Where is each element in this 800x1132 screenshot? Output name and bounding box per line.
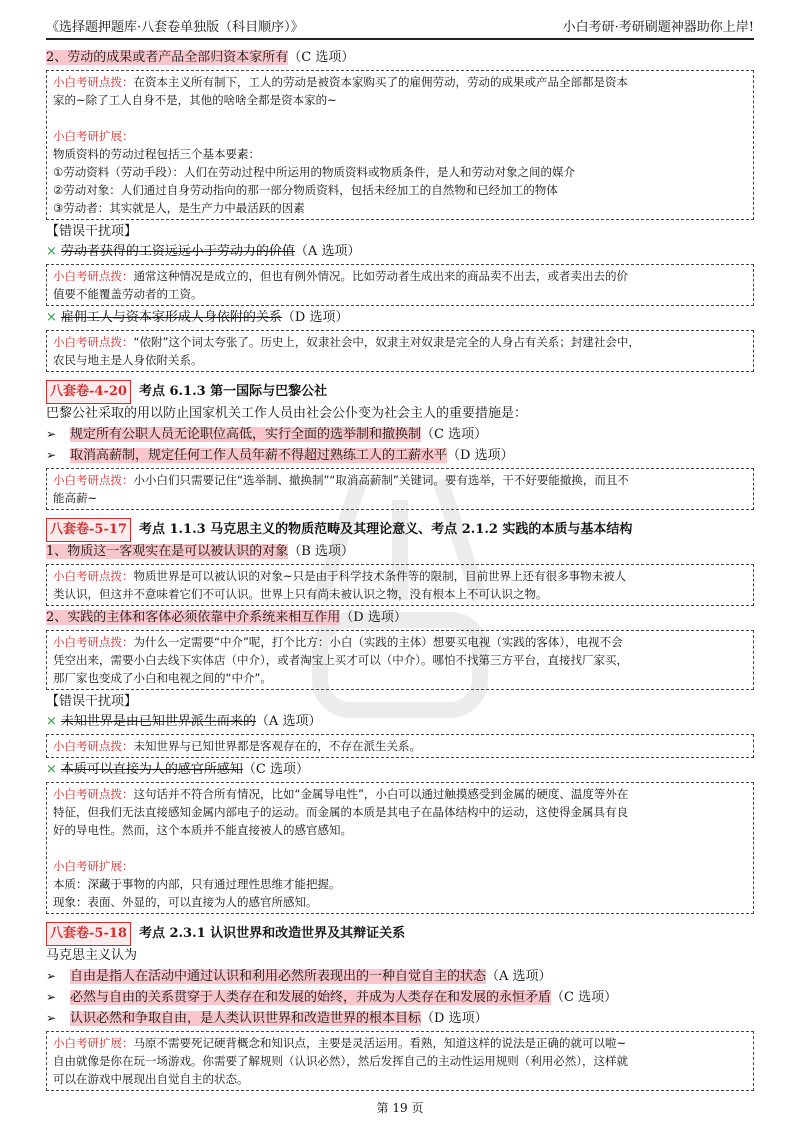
- arrow-bullet-icon: ➢: [46, 427, 57, 441]
- tip-label: 小白考研点拨：: [53, 787, 134, 801]
- option-tag: （D 选项）: [421, 1011, 488, 1026]
- correct-option-text: 1、物质这一客观实在是可以被认识的对象: [46, 544, 289, 559]
- correct-option-text: 自由是指人在活动中通过认识和利用必然所表现出的一种自觉自主的状态: [70, 969, 487, 984]
- topic-title: 考点 1.1.3 马克思主义的物质范畴及其理论意义、考点 2.1.2 实践的本质与基本结构: [138, 522, 633, 537]
- answer-item: [46, 424, 754, 445]
- tip-text: 好的导电性。然而，这个本质并不能直接被人的感官感知。: [53, 823, 352, 837]
- correct-option-text: 取消高薪制，规定任何工作人员年薪不得超过熟练工人的工薪水平: [70, 448, 448, 463]
- exam-tag: 八套卷-4-20: [46, 380, 131, 404]
- tip-label: 小白考研点拨：: [53, 75, 134, 89]
- topic-title: 考点 2.3.1 认识世界和改造世界及其辩证关系: [138, 926, 406, 941]
- correct-option-text: 2、实践的主体和客体必须依靠中介系统来相互作用: [46, 610, 341, 625]
- tip-text: 通常这种情况是成立的，但也有例外情况。比如劳动者生成出来的商品卖不出去，或者卖出去的价: [133, 269, 628, 283]
- extension-item: 现象：表面、外显的，可以直接为人的感官所感知。: [53, 895, 318, 909]
- wrong-option-text: 未知世界是由已知世界派生而来的: [60, 714, 256, 729]
- correct-option-text: 规定所有公职人员无论职位高低，实行全面的选举制和撤换制: [70, 427, 422, 442]
- tip-text: “依附”这个词太夸张了。历史上，奴隶社会中，奴隶主对奴隶是完全的人身占有关系；封建社会中，: [133, 335, 640, 349]
- tip-box: [46, 1031, 754, 1091]
- correct-option-text: 必然与自由的关系贯穿于人类存在和发展的始终，并成为人类存在和发展的永恒矛盾: [70, 990, 552, 1005]
- wrong-option-text: 本质可以直接为人的感官所感知: [60, 762, 243, 777]
- answer-item: [46, 987, 754, 1008]
- option-tag: （C 选项）: [242, 762, 310, 777]
- topic-title: 考点 6.1.3 第一国际与巴黎公社: [138, 384, 328, 399]
- extension-item: ②劳动对象：人们通过自身劳动指向的那一部分物质资料，包括未经加工的自然物和已经加工的物体: [53, 183, 558, 197]
- correct-option-text: 认识必然和争取自由，是人类认识世界和改造世界的根本目标: [70, 1011, 422, 1026]
- question-stem: 马克思主义认为: [46, 948, 138, 963]
- exam-tag: 八套卷-5-17: [46, 518, 131, 542]
- tip-text: 类认识，但这并不意味着它们不可认识。世界上只有尚未被认识之物，没有根本上不可认识之物。: [53, 587, 548, 601]
- tip-text: 能高薪~: [53, 491, 98, 505]
- tip-box: [46, 782, 754, 914]
- option-tag: （A 选项）: [255, 714, 322, 729]
- answer-item: [46, 1008, 754, 1029]
- tip-label: 小白考研点拨：: [53, 569, 134, 583]
- page-content: [46, 48, 754, 1093]
- option-tag: （C 选项）: [421, 427, 488, 442]
- distractor-heading: 【错误干扰项】: [46, 694, 138, 709]
- arrow-bullet-icon: ➢: [46, 448, 57, 462]
- tip-text: 物质世界是可以被认识的对象~只是由于科学技术条件等的限制，目前世界上还有很多事物未被人: [133, 569, 627, 583]
- tip-text: 在资本主义所有制下，工人的劳动是被资本家购买了的雇佣劳动，劳动的成果或产品全部都是资本: [133, 75, 628, 89]
- option-tag: （C 选项）: [288, 50, 355, 65]
- cross-icon: ×: [46, 714, 57, 729]
- distractor-heading: 【错误干扰项】: [46, 224, 138, 239]
- tip-box: [46, 330, 754, 372]
- tip-text: 小小白们只需要记住“选举制、撤换制”“取消高薪制”关键词。要有选举，干不好要能撤换，而且不: [133, 473, 629, 487]
- running-header: [46, 14, 754, 40]
- option-tag: （A 选项）: [486, 969, 552, 984]
- tip-text: 特征，但我们无法直接感知金属内部电子的运动。而金属的本质是其电子在晶体结构中的运动，这使得金属具有良: [53, 805, 628, 819]
- answer-item: [46, 966, 754, 987]
- wrong-option-text: 劳动者获得的工资远远小于劳动力的价值: [60, 244, 295, 259]
- extension-label: 小白考研扩展：: [53, 859, 134, 873]
- tip-label: 小白考研点拨：: [53, 269, 134, 283]
- tip-box: [46, 630, 754, 690]
- page-number: 第 19 页: [376, 1101, 424, 1115]
- arrow-bullet-icon: ➢: [46, 969, 57, 983]
- arrow-bullet-icon: ➢: [46, 990, 57, 1004]
- section-heading: [46, 380, 754, 404]
- wrong-option: [46, 308, 754, 328]
- tip-label: 小白考研点拨：: [53, 739, 134, 753]
- tip-text: 未知世界与已知世界都是客观存在的，不存在派生关系。: [133, 739, 421, 753]
- wrong-option-text: 雇佣工人与资本家形成人身依附的关系: [60, 310, 282, 325]
- tip-box: [46, 70, 754, 220]
- answer-item: [46, 542, 754, 562]
- answer-item: [46, 608, 754, 628]
- section-heading: [46, 518, 754, 542]
- option-tag: （C 选项）: [551, 990, 618, 1005]
- answer-item: [46, 445, 754, 466]
- extension-item: ①劳动资料（劳动手段）：人们在劳动过程中所运用的物质资料或物质条件，是人和劳动对象之间的媒介: [53, 165, 576, 179]
- tip-text: 自由就像是你在玩一场游戏。你需要了解规则（认识必然），然后发挥自己的主动性运用规则（利用必然），这样就: [53, 1054, 628, 1068]
- extension-item: ③劳动者：其实就是人，是生产力中最活跃的因素: [53, 201, 305, 215]
- tip-label: 小白考研扩展：: [53, 1036, 134, 1050]
- wrong-option: [46, 760, 754, 780]
- arrow-bullet-icon: ➢: [46, 1011, 57, 1025]
- section-heading: [46, 922, 754, 946]
- exam-tag: 八套卷-5-18: [46, 922, 131, 946]
- tip-text: 值要不能覆盖劳动者的工资。: [53, 287, 203, 301]
- question-stem: 巴黎公社采取的用以防止国家机关工作人员由社会公仆变为社会主人的重要措施是：: [46, 406, 528, 421]
- tip-text: 为什么一定需要“中介”呢，打个比方：小白（实践的主体）想要买电视（实践的客体），电视不会: [133, 635, 623, 649]
- extension-item: 本质：深藏于事物的内部，只有通过理性思维才能把握。: [53, 877, 341, 891]
- tip-text: 凭空出来，需要小白去线下实体店（中介），或者淘宝上买才可以（中介）。哪怕不找第三方平台，直接找厂家买，: [53, 653, 628, 667]
- tip-text: 家的~除了工人自身不是，其他的啥啥全都是资本家的~: [53, 93, 337, 107]
- tip-text: 可以在游戏中展现出自觉自主的状态。: [53, 1072, 249, 1086]
- option-tag: （B 选项）: [288, 544, 354, 559]
- cross-icon: ×: [46, 310, 57, 325]
- cross-icon: ×: [46, 762, 57, 777]
- tip-text: 这句话并不符合所有情况，比如“金属导电性”，小白可以通过触摸感受到金属的硬度、温度等外在: [133, 787, 629, 801]
- tip-label: 小白考研点拨：: [53, 635, 134, 649]
- tip-label: 小白考研点拨：: [53, 473, 134, 487]
- tip-text: 那厂家也变成了小白和电视之间的“中介”。: [53, 671, 272, 685]
- tip-box: [46, 264, 754, 306]
- tip-box: [46, 734, 754, 758]
- header-left-title: 《选择题押题库·八套卷单独版（科目顺序）》: [46, 20, 304, 35]
- tip-box: [46, 564, 754, 606]
- question-item: [46, 48, 754, 68]
- extension-intro: 物质资料的劳动过程包括三个基本要素：: [53, 147, 260, 161]
- correct-option-text: 2、劳动的成果或者产品全部归资本家所有: [46, 50, 289, 65]
- tip-text: 马原不需要死记硬背概念和知识点，主要是灵活运用。看熟，知道这样的说法是正确的就可以啦~: [133, 1036, 627, 1050]
- wrong-option: [46, 712, 754, 732]
- wrong-option: [46, 242, 754, 262]
- extension-label: 小白考研扩展：: [53, 129, 134, 143]
- option-tag: （A 选项）: [294, 244, 361, 259]
- option-tag: （D 选项）: [281, 310, 349, 325]
- option-tag: （D 选项）: [447, 448, 514, 463]
- tip-text: 农民与地主是人身依附关系。: [53, 353, 203, 367]
- option-tag: （D 选项）: [340, 610, 407, 625]
- cross-icon: ×: [46, 244, 57, 259]
- tip-box: [46, 468, 754, 510]
- header-right-slogan: 小白考研·考研刷题神器助你上岸!: [562, 20, 754, 35]
- tip-label: 小白考研点拨：: [53, 335, 134, 349]
